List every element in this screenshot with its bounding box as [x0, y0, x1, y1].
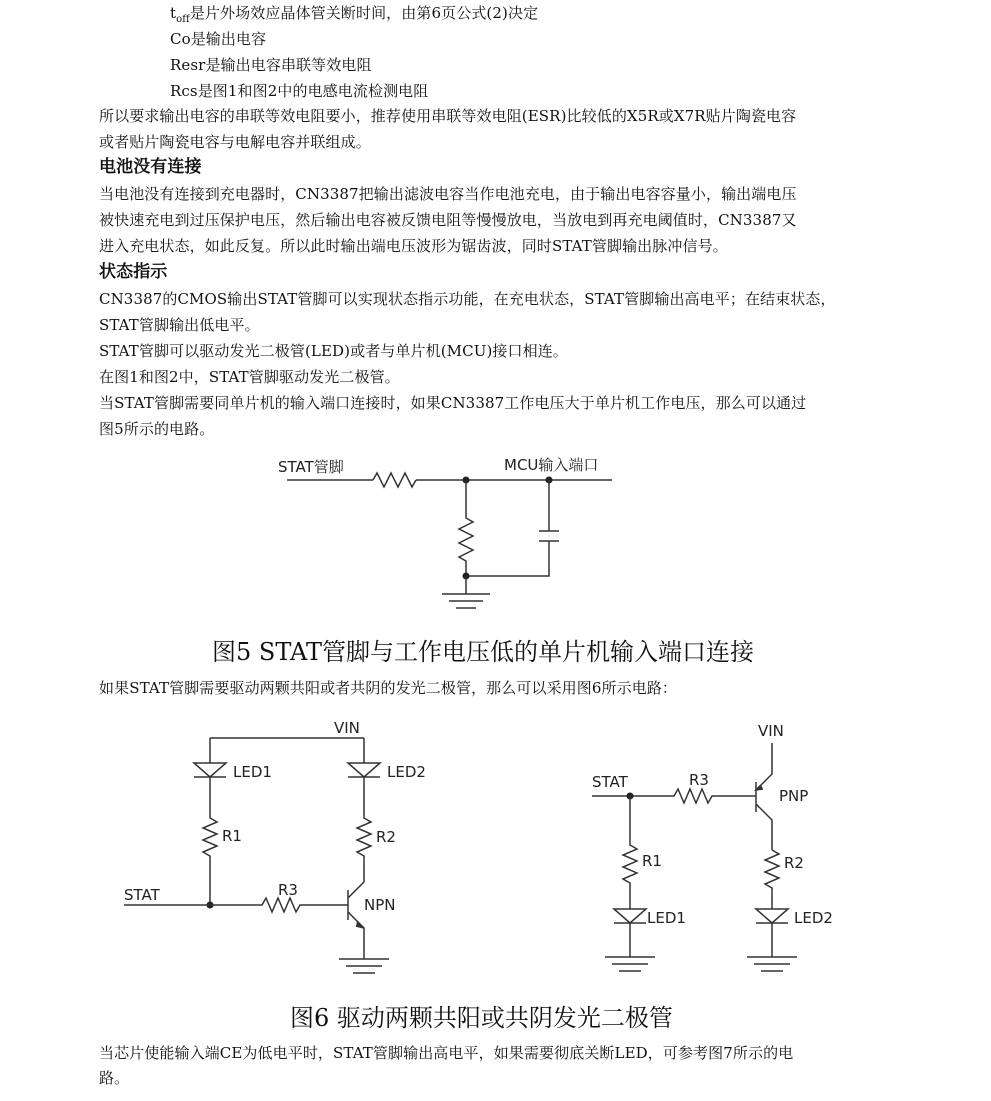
fig6-right-r1	[623, 796, 637, 909]
fig6-right-r1-label: R1	[642, 852, 662, 870]
fig6-left-led1	[194, 763, 226, 777]
fig5-capacitor	[466, 480, 559, 576]
fig6-right-pnp-arrow	[756, 785, 763, 790]
battery-line3: 进入充电状态，如此反复。所以此时输出端电压波形为锯齿波，同时STAT管脚输出脉冲信号。	[99, 237, 728, 255]
fig6-right-stat-label: STAT	[592, 773, 628, 791]
fig6-left-stat-label: STAT	[124, 886, 160, 904]
fig6-right-r3-label: R3	[689, 771, 709, 789]
battery-line2: 被快速充电到过压保护电压，然后输出电容被反馈电阻等慢慢放电，当放电到再充电阈值时，CN3387又	[99, 211, 797, 229]
fig6-left-npn-label: NPN	[364, 896, 396, 914]
fig6-right-circuit	[592, 722, 833, 971]
heading-battery: 电池没有连接	[99, 157, 202, 177]
fig6-left-npn-arrow	[356, 922, 364, 928]
status-line1: CN3387的CMOS输出STAT管脚可以实现状态指示功能，在充电状态，STAT管脚输出高电平；在结束状态，	[99, 290, 836, 308]
fig6-left-r2-label: R2	[376, 828, 396, 846]
fig6-left-led2-label: LED2	[387, 763, 426, 781]
def-toff: $t_{off}$是片外场效应晶体管关断时间，由第6页公式(2)决定	[170, 4, 539, 25]
fig5-circuit	[278, 456, 612, 608]
fig6-left-circuit	[124, 719, 426, 973]
fig5-caption: 图5 STAT管脚与工作电压低的单片机输入端口连接	[212, 638, 755, 666]
fig6-left-r2	[357, 777, 371, 878]
last-line1: 当芯片使能输入端CE为低电平时，STAT管脚输出高电平，如果需要彻底关断LED，可参考图7所示的电	[99, 1044, 794, 1062]
fig6-right-pnp-label: PNP	[779, 787, 809, 805]
para1-line1: 所以要求输出电容的串联等效电阻要小，推荐使用串联等效电阻(ESR)比较低的X5R或X7R贴片陶瓷电容	[99, 107, 797, 125]
def-resr: Resr是输出电容串联等效电阻	[170, 56, 372, 74]
fig6-left-npn	[348, 878, 364, 955]
fig5-series-resistor	[373, 473, 416, 487]
fig6-left-r3-label: R3	[278, 881, 298, 899]
fig5-shunt-resistor	[459, 480, 473, 576]
fig6-right-led2	[756, 909, 788, 957]
fig6-right-pnp	[756, 743, 772, 850]
fig5-ground	[442, 576, 490, 608]
fig5-label-stat: STAT管脚	[278, 458, 344, 476]
status-line5: 当STAT管脚需要同单片机的输入端口连接时，如果CN3387工作电压大于单片机工作电压，那么可以通过	[99, 394, 807, 412]
fig6-right-ground-1	[605, 957, 655, 971]
fig6-right-led2-label: LED2	[794, 909, 833, 927]
fig6-right-r2	[765, 850, 779, 909]
fig6-left-led1-label: LED1	[233, 763, 272, 781]
def-rcs: Rcs是图1和图2中的电感电流检测电阻	[170, 82, 429, 100]
status-line4: 在图1和图2中，STAT管脚驱动发光二极管。	[99, 368, 400, 386]
fig6-left-ground	[339, 955, 389, 973]
fig6-right-r2-label: R2	[784, 854, 804, 872]
fig6-right-r3	[592, 789, 756, 803]
heading-status: 状态指示	[99, 262, 168, 282]
fig6-right-ground-2	[747, 957, 797, 971]
fig6-left-r1	[203, 777, 217, 905]
last-line2: 路。	[99, 1069, 130, 1087]
fig6-right-led1-label: LED1	[647, 909, 686, 927]
para-fig6: 如果STAT管脚需要驱动两颗共阳或者共阴的发光二极管，那么可以采用图6所示电路：	[99, 679, 678, 697]
status-line2: STAT管脚输出低电平。	[99, 316, 260, 334]
def-co: Co是输出电容	[170, 30, 267, 48]
fig6-right-vin: VIN	[758, 722, 784, 740]
fig6-left-r1-label: R1	[222, 827, 242, 845]
status-line6: 图5所示的电路。	[99, 420, 215, 438]
fig6-left-led2	[348, 763, 380, 777]
fig5-label-mcu: MCU输入端口	[504, 456, 599, 474]
battery-line1: 当电池没有连接到充电器时，CN3387把输出滤波电容当作电池充电，由于输出电容容量小，输出端电压	[99, 185, 797, 203]
fig6-caption: 图6 驱动两颗共阳或共阴发光二极管	[290, 1004, 673, 1032]
para1-line2: 或者贴片陶瓷电容与电解电容并联组成。	[99, 133, 371, 151]
fig6-right-led1	[614, 909, 646, 957]
status-line3: STAT管脚可以驱动发光二极管(LED)或者与单片机(MCU)接口相连。	[99, 342, 568, 360]
fig6-left-vin: VIN	[334, 719, 360, 737]
